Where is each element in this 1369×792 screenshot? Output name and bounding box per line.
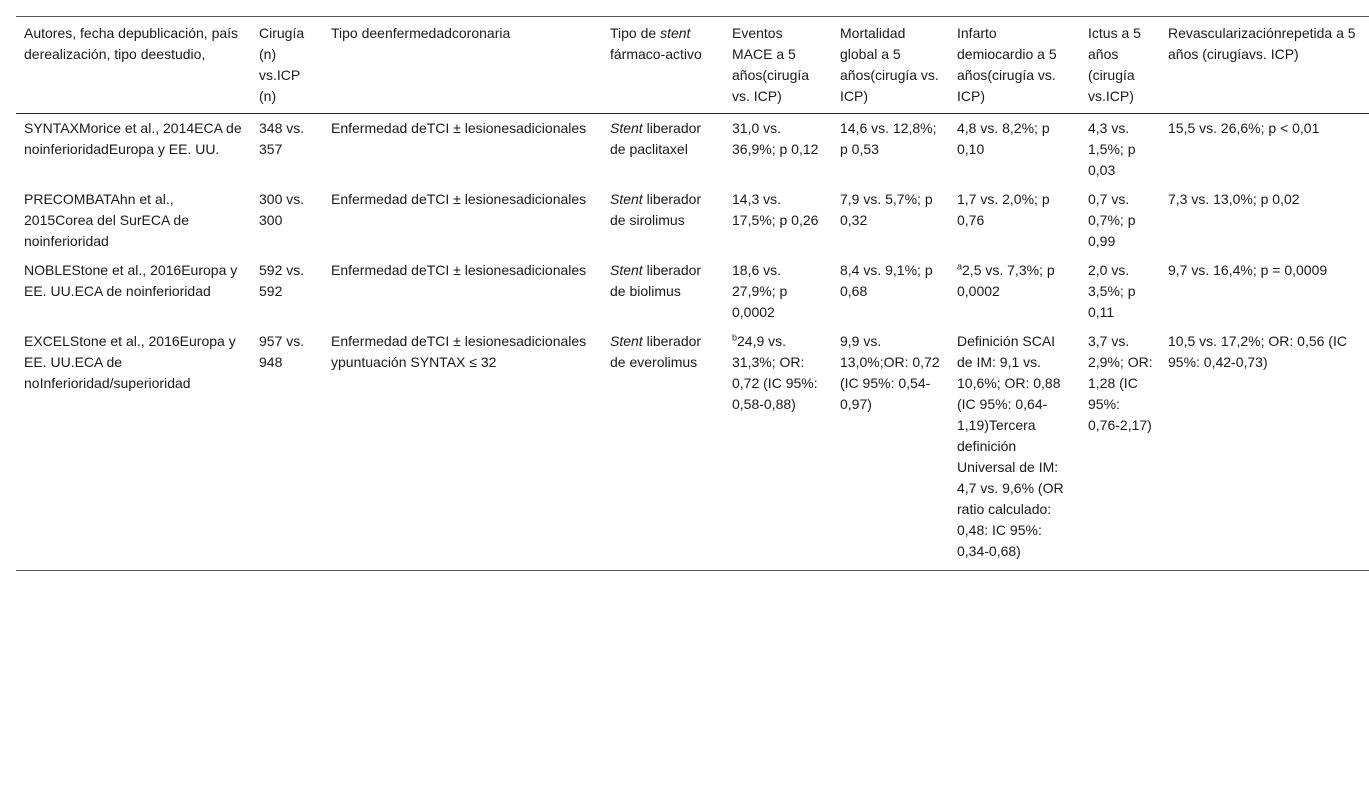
header-stroke: Ictus a 5 años (cirugía vs.ICP) [1080, 17, 1160, 114]
header-disease: Tipo deenfermedadcoronaria [323, 17, 602, 114]
cell-stroke: 2,0 vs. 3,5%; p 0,11 [1088, 262, 1136, 320]
cell-mi [949, 256, 1080, 327]
header-n: Cirugía (n) vs.ICP (n) [251, 17, 323, 114]
mace-value: 24,9 vs. 31,3%; OR: 0,72 (IC 95%: 0,58-0,88) [732, 333, 818, 412]
cell-disease: Enfermedad deTCI ± lesionesadicionales [331, 120, 587, 136]
mi-value: Definición SCAI de IM: 9,1 vs. 10,6%; OR: 0,88 (IC 95%: 0,64-1,19)Tercera definición Universal de IM: 4,7 vs. 9,6% (OR ratio calculado: 0,48: IC 95%: 0,34-0,68) [957, 333, 1064, 559]
stent-word: Stent [610, 120, 643, 136]
cell-stroke: 3,7 vs. 2,9%; OR: 1,28 (IC 95%: 0,76-2,17) [1080, 327, 1160, 571]
cell-mi [949, 327, 1080, 571]
cell-study: PRECOMBATAhn et al., 2015Corea del SurECA de noinferioridad [24, 191, 189, 249]
footnote-marker: a [957, 261, 963, 272]
cell-revasc: 9,7 vs. 16,4%; p = 0,0009 [1168, 262, 1328, 278]
cell-mortality: 7,9 vs. 5,7%; p 0,32 [840, 191, 933, 228]
header-revasc: Revascularizaciónrepetida a 5 años (cirugíavs. ICP) [1160, 17, 1369, 114]
mi-value: 2,5 vs. 7,3%; p 0,0002 [957, 262, 1055, 299]
cell-n: 300 vs. 300 [259, 191, 305, 228]
cell-revasc: 10,5 vs. 17,2%; OR: 0,56 (IC 95%: 0,42-0,73) [1160, 327, 1369, 571]
table-row [16, 327, 1369, 571]
mace-value: 31,0 vs. 36,9%; p 0,12 [732, 120, 819, 157]
cell-mace [724, 256, 832, 327]
results-table [16, 16, 1369, 571]
header-stent [602, 17, 724, 114]
cell-study: EXCELStone et al., 2016Europa y EE. UU.ECA de noInferioridad/superioridad [16, 327, 251, 571]
cell-stent [602, 256, 724, 327]
cell-mortality: 8,4 vs. 9,1%; p 0,68 [840, 262, 933, 299]
stent-type: liberador de paclitaxel [610, 120, 702, 157]
cell-stent [602, 114, 724, 186]
header-row [16, 17, 1369, 114]
cell-mace [724, 327, 832, 571]
cell-stroke: 4,3 vs. 1,5%; p 0,03 [1088, 120, 1136, 178]
cell-stent [602, 327, 724, 571]
footnote-marker: b [732, 332, 738, 343]
mi-value: 1,7 vs. 2,0%; p 0,76 [957, 191, 1050, 228]
cell-disease: Enfermedad deTCI ± lesionesadicionales [331, 191, 587, 207]
cell-stroke: 0,7 vs. 0,7%; p 0,99 [1088, 191, 1136, 249]
cell-mi [949, 185, 1080, 256]
cell-mortality: 9,9 vs. 13,0%;OR: 0,72 (IC 95%: 0,54-0,97) [832, 327, 949, 571]
stent-type: liberador de sirolimus [610, 191, 702, 228]
cell-revasc: 15,5 vs. 26,6%; p < 0,01 [1168, 120, 1320, 136]
cell-mace [724, 114, 832, 186]
cell-disease: Enfermedad deTCI ± lesionesadicionales [331, 262, 587, 278]
cell-stent [602, 185, 724, 256]
header-stent-pre: Tipo de [610, 25, 661, 41]
table-row [16, 114, 1369, 186]
header-stent-em: stent [660, 25, 691, 41]
header-mace: Eventos MACE a 5 años(cirugía vs. ICP) [724, 17, 832, 114]
cell-revasc: 7,3 vs. 13,0%; p 0,02 [1168, 191, 1300, 207]
mace-value: 14,3 vs. 17,5%; p 0,26 [732, 191, 819, 228]
stent-word: Stent [610, 191, 643, 207]
cell-mortality: 14,6 vs. 12,8%; p 0,53 [840, 120, 937, 157]
cell-n: 592 vs. 592 [259, 262, 305, 299]
header-study: Autores, fecha depublicación, país derealización, tipo deestudio, [16, 17, 251, 114]
cell-n: 348 vs. 357 [259, 120, 305, 157]
mace-value: 18,6 vs. 27,9%; p 0,0002 [732, 262, 788, 320]
stent-type: liberador de everolimus [610, 333, 702, 370]
table-row [16, 256, 1369, 327]
cell-mi [949, 114, 1080, 186]
stent-word: Stent [610, 262, 643, 278]
table-row [16, 185, 1369, 256]
cell-mace [724, 185, 832, 256]
cell-disease: Enfermedad deTCI ± lesionesadicionales ypuntuación SYNTAX ≤ 32 [323, 327, 602, 571]
header-mortality: Mortalidad global a 5 años(cirugía vs. ICP) [832, 17, 949, 114]
stent-type: liberador de biolimus [610, 262, 702, 299]
header-mi: Infarto demiocardio a 5 años(cirugía vs. ICP) [949, 17, 1080, 114]
mi-value: 4,8 vs. 8,2%; p 0,10 [957, 120, 1050, 157]
cell-study: SYNTAXMorice et al., 2014ECA de noinferioridadEuropa y EE. UU. [24, 120, 242, 157]
cell-study: NOBLEStone et al., 2016Europa y EE. UU.ECA de noinferioridad [24, 262, 238, 299]
cell-n: 957 vs. 948 [251, 327, 323, 571]
stent-word: Stent [610, 333, 643, 349]
header-stent-post: fármaco-activo [610, 46, 702, 62]
